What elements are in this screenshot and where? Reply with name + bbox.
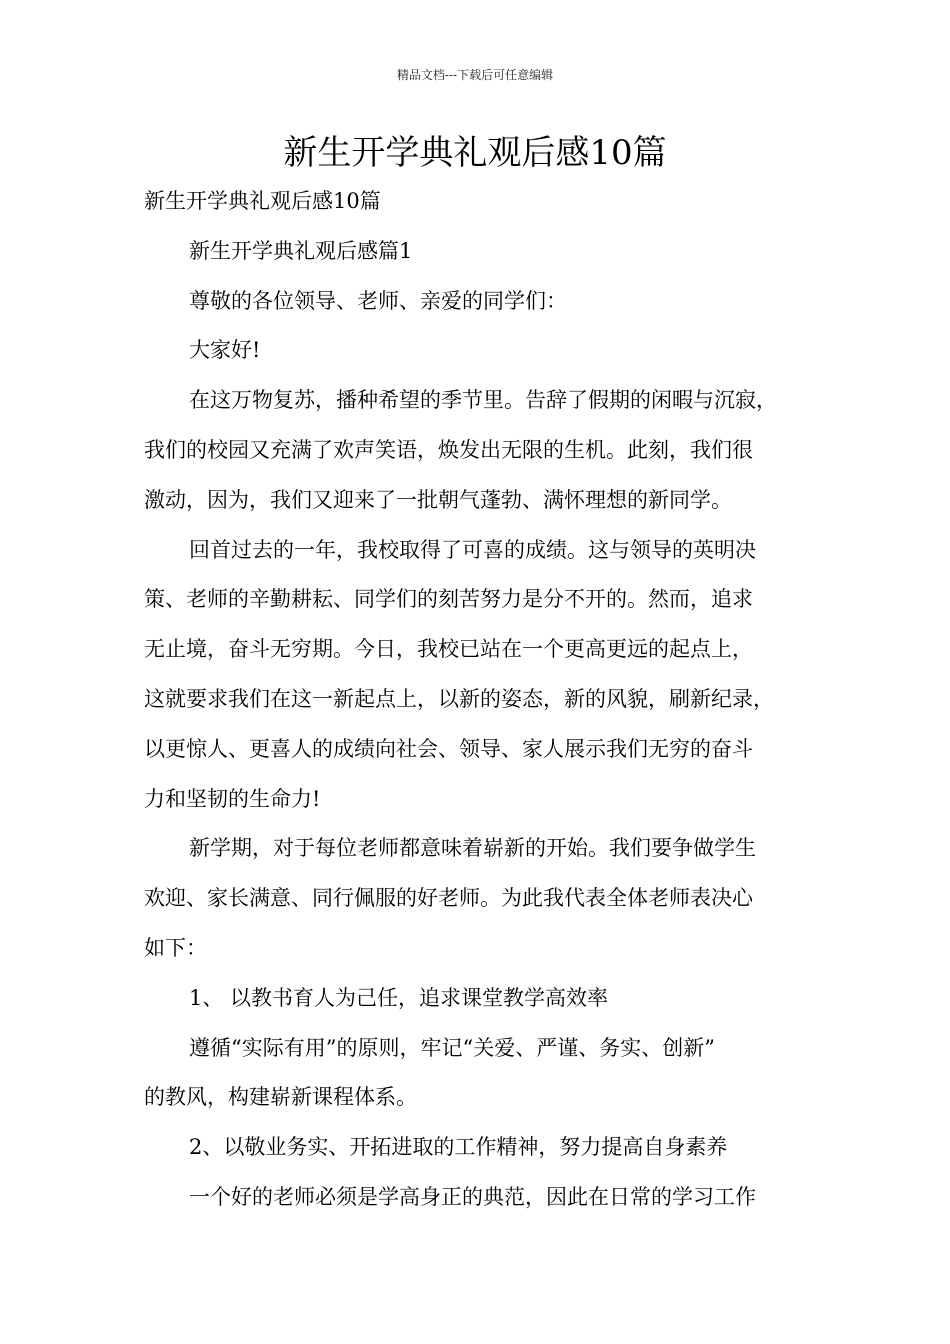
body-line: 以更惊人、更喜人的成绩向社会、领导、家人展示我们无穷的奋斗 (144, 737, 753, 761)
body-line: 大家好! (189, 338, 261, 362)
body-line: 我们的校园又充满了欢声笑语，焕发出无限的生机。此刻，我们很 (144, 438, 753, 462)
body-line: 2、以敬业务实、开拓进取的工作精神，努力提高自身素养 (189, 1135, 728, 1159)
body-line: 策、老师的辛勤耕耘、同学们的刻苦努力是分不开的。然而，追求 (144, 587, 753, 611)
body-line: 力和坚韧的生命力! (144, 787, 321, 811)
body-line: 1、 以教书育人为己任，追求课堂教学高效率 (189, 986, 609, 1010)
body-line: 欢迎、家长满意、同行佩服的好老师。为此我代表全体老师表决心 (144, 886, 753, 910)
document-title: 新生开学典礼观后感10篇 (283, 133, 667, 173)
header-note: 精品文档---下载后可任意编辑 (396, 68, 554, 82)
body-line: 一个好的老师必须是学高身正的典范，因此在日常的学习工作 (189, 1185, 756, 1209)
body-line: 这就要求我们在这一新起点上，以新的姿态，新的风貌，刷新纪录， (144, 687, 774, 711)
body-line: 在这万物复苏，播种希望的季节里。告辞了假期的闲暇与沉寂， (189, 388, 777, 412)
body-line: 遵循“实际有用”的原则，牢记“关爱、严谨、务实、创新” (189, 1036, 715, 1060)
body-line: 新学期，对于每位老师都意味着崭新的开始。我们要争做学生 (189, 836, 756, 860)
body-line: 无止境，奋斗无穷期。今日，我校已站在一个更高更远的起点上， (144, 637, 753, 661)
body-line: 的教风，构建崭新课程体系。 (144, 1085, 417, 1109)
body-line: 尊敬的各位领导、老师、亲爱的同学们： (189, 289, 567, 313)
body-line: 新生开学典礼观后感篇1 (189, 239, 413, 263)
body-line: 新生开学典礼观后感10篇 (144, 189, 381, 213)
body-line: 激动，因为，我们又迎来了一批朝气蓬勃、满怀理想的新同学。 (144, 488, 732, 512)
body-line: 如下： (144, 936, 207, 960)
body-line: 回首过去的一年，我校取得了可喜的成绩。这与领导的英明决 (189, 538, 756, 562)
